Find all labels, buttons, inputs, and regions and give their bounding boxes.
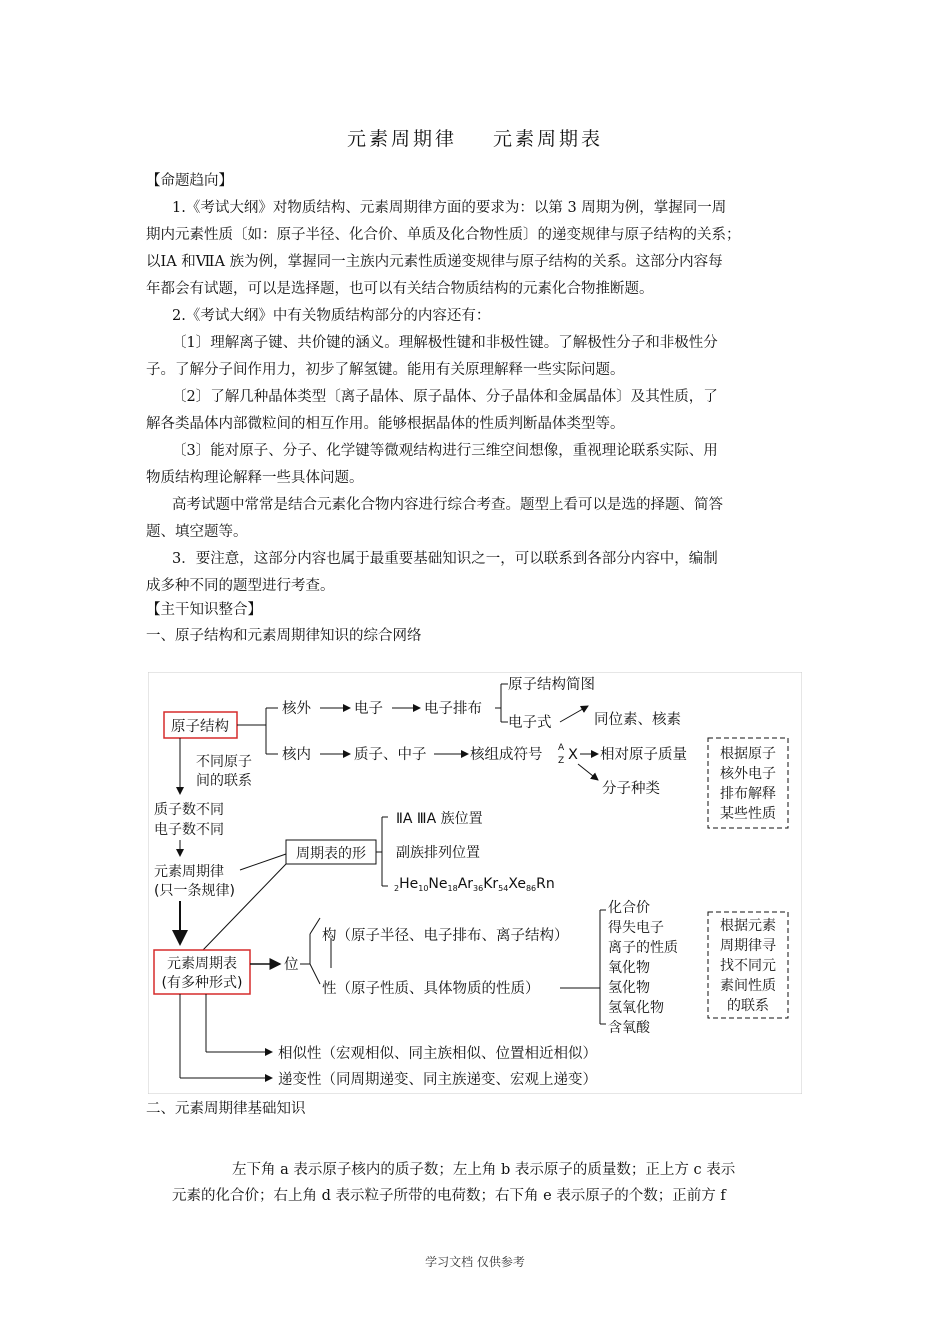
box2-line-2: 周期律寻 [720,938,776,954]
box2-line-4: 素间性质 [720,978,776,994]
noble-gas-series: $_2He_{10}Ne_{18}Ar_{36}Kr_{54}Xe_{86}Rn$ [394,876,555,893]
relative-mass-label: 相对原子质量 [600,747,687,763]
p5-line-1: 〔3〕能对原子、分子、化学键等微观结构进行三维空间想像，重视理论联系实际、用 [172,443,718,459]
box1-line-1: 根据原子 [720,746,776,762]
periodic-law-note: (只一条规律) [154,883,235,899]
knowledge-network-diagram [148,672,802,1094]
prop-gain-lose-electrons: 得失电子 [608,920,664,936]
periodic-table-note: (有多种形式) [161,975,243,991]
box2-line-1: 根据元素 [720,918,776,934]
proton-diff-label: 质子数不同 [154,802,224,818]
atomic-structure-label: 原子结构 [171,719,229,735]
box2-line-3: 找不同元 [720,958,776,974]
footer-note: 学习文档 仅供参考 [425,1255,525,1269]
p1-line-1: 1.《考试大纲》对物质结构、元素周期律方面的要求为：以第 3 周期为例，掌握同一周 [172,200,727,216]
subheading-network: 一、原子结构和元素周期律知识的综合网络 [146,628,422,644]
prop-ion-properties: 离子的性质 [608,940,678,956]
molecule-types-label: 分子种类 [602,781,660,797]
extranuclear-label: 核外 [282,701,311,717]
gradation-label: 递变性（同周期递变、同主族递变、宏观上递变） [278,1072,597,1088]
structure-diagram-label: 原子结构简图 [508,677,595,693]
prop-hydroxides: 氢氧化物 [608,1000,664,1016]
p5-line-2: 物质结构理论解释一些具体问题。 [146,470,364,486]
subheading-basics: 二、元素周期律基础知识 [146,1101,306,1117]
nuclide-symbol-label: 核组成符号 [470,747,543,763]
electron-formula-label: 电子式 [508,715,552,731]
p3-line-2: 子。了解分子间作用力，初步了解氢键。能用有关原理解释一些实际问题。 [146,362,625,378]
p1-line-2: 期内元素性质〔如：原子半径、化合价、单质及化合物性质〕的递变规律与原子结构的关系； [146,227,741,243]
diff-atoms-line-2: 间的联系 [196,773,252,789]
trend-heading: 【命题趋向】 [146,173,233,189]
group-position-label: ⅡA ⅢA 族位置 [396,811,483,827]
p8-line-1: 左下角 a 表示原子核内的质子数；左上角 b 表示原子的质量数；正上方 c 表示 [232,1162,736,1178]
nuclide-element-x: X [568,747,578,763]
page-title [0,124,950,151]
p2-line: 2.《考试大纲》中有关物质结构部分的内容还有： [172,308,491,324]
p6-line-2: 题、填空题等。 [146,524,248,540]
p1-line-3: 以ⅠA 和ⅦA 族为例，掌握同一主族内元素性质递变规律与原子结构的关系。这部分内容每 [146,254,723,270]
box1-line-3: 排布解释 [720,786,776,802]
electron-config-label: 电子排布 [424,701,482,717]
prop-oxides: 氧化物 [608,960,650,976]
p1-line-4: 年都会有试题，可以是选择题，也可以有关结合物质结构的元素化合物推断题。 [146,281,654,297]
electron-diff-label: 电子数不同 [154,822,224,838]
p7-line-2: 成多种不同的题型进行考查。 [146,578,335,594]
isotopes-label: 同位素、核素 [594,712,681,728]
diff-atoms-line-1: 不同原子 [196,754,252,770]
prop-valence: 化合价 [608,900,650,916]
proton-neutron-label: 质子、中子 [354,747,427,763]
p7-line-1: 3．要注意，这部分内容也属于最重要基础知识之一，可以联系到各部分内容中，编制 [172,551,718,567]
title-part1: 元素周期律 [346,128,457,150]
nuclide-atomic-number: Z [558,756,565,766]
structure-label: 构（原子半径、电子排布、离子结构） [322,928,569,944]
box1-line-2: 核外电子 [720,766,776,782]
title-part2: 元素周期表 [493,128,604,150]
subgroup-position-label: 副族排列位置 [396,845,480,861]
electron-label: 电子 [354,701,383,717]
main-heading: 【主干知识整合】 [146,602,262,618]
property-label: 性（原子性质、具体物质的性质） [322,981,540,997]
p8-line-2: 元素的化合价；右上角 d 表示粒子所带的电荷数；右下角 e 表示原子的个数；正前方 f [172,1188,726,1204]
table-form-label: 周期表的形 [296,846,366,862]
nuclide-mass-number: A [558,743,565,753]
p4-line-2: 解各类晶体内部微粒间的相互作用。能够根据晶体的性质判断晶体类型等。 [146,416,625,432]
intranuclear-label: 核内 [282,747,311,763]
box1-line-4: 某些性质 [720,806,776,822]
periodic-table-label: 元素周期表 [167,956,237,972]
box2-line-5: 的联系 [727,998,769,1014]
prop-oxyacids: 含氧酸 [608,1020,650,1036]
periodic-law-label: 元素周期律 [154,864,224,880]
prop-hydrides: 氢化物 [608,980,650,996]
p6-line-1: 高考试题中常常是结合元素化合物内容进行综合考查。题型上看可以是选的择题、简答 [172,497,723,513]
p3-line-1: 〔1〕理解离子键、共价键的涵义。理解极性键和非极性键。了解极性分子和非极性分 [172,335,718,351]
p4-line-1: 〔2〕了解几种晶体类型〔离子晶体、原子晶体、分子晶体和金属晶体〕及其性质，了 [172,389,718,405]
position-label: 位 [284,957,299,973]
similarity-label: 相似性（宏观相似、同主族相似、位置相近相似） [278,1046,597,1062]
